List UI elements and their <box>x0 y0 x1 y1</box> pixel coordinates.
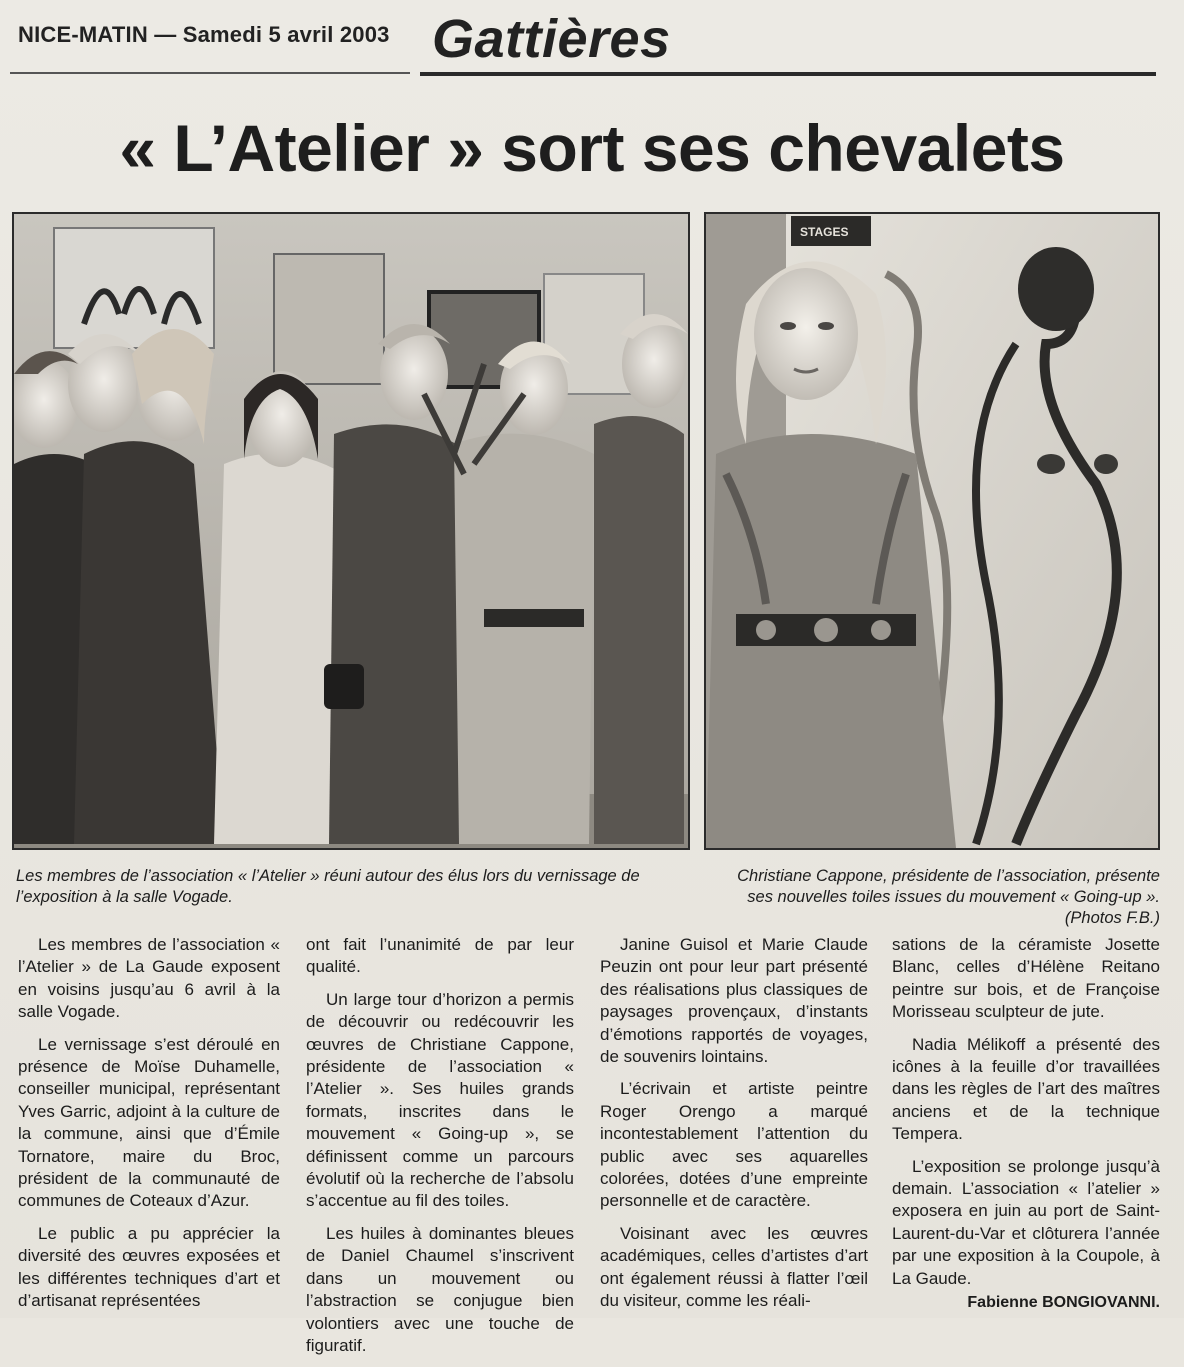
paragraph: Le public a pu apprécier la diversité des œuvres exposées et les différentes techniques d’art et d’artisanat représentées <box>18 1223 280 1311</box>
paragraph: Les membres de l’association « l’Atelier » de La Gaude exposent en voisins jusqu’au 6 avril à la salle Vogade. <box>18 935 280 1022</box>
paragraph: L’exposition se prolonge jusqu’à demain. L’association « l’atelier » exposera en juin au port de Saint-Laurent-du-Var et clôturera l’année par une exposition à la Coupole, à La Gaude. <box>892 1156 1160 1288</box>
section-title: Gattières <box>432 9 671 69</box>
top-rule-left <box>10 72 410 74</box>
portrait-photo <box>704 212 1160 850</box>
group-photo <box>12 212 690 850</box>
paragraph: sations de la céramiste Josette Blanc, celles d’Hélène Reitano peintre sur bois, et de Françoise Morisseau sculpteur de jute. <box>892 935 1160 1022</box>
paragraph: Nadia Mélikoff a présenté des icônes à la feuille d’or travaillées dans les règles de l’art des maîtres anciens et de la technique Tempera. <box>892 1034 1160 1144</box>
paragraph: Les huiles à dominantes bleues de Daniel Chaumel s’inscrivent dans un mouvement ou l’abstraction se conjugue bien volontiers avec une touche de figuratif. <box>306 1223 574 1355</box>
article-column-2 <box>306 934 574 1367</box>
poster-text: STAGES <box>800 225 849 239</box>
group-photo-caption: Les membres de l’association « l’Atelier » réuni autour des élus lors du vernissage de l’exposition à la salle Vogade. <box>16 867 640 906</box>
paragraph: Janine Guisol et Marie Claude Peuzin ont pour leur part présenté des réalisations plus classiques de paysages provençaux, d’instants d’émotions rapportés de voyages, de souvenirs lointains. <box>600 935 868 1067</box>
top-rule <box>420 72 1156 76</box>
article-column-3 <box>600 934 868 1323</box>
author-signature: Fabienne BONGIOVANNI. <box>967 1294 1160 1311</box>
headline: « L’Atelier » sort ses chevalets <box>119 111 1065 185</box>
paragraph: Voisinant avec les œuvres académiques, celles d’artistes d’art ont également réussi à flatter l’œil du visiteur, comme les réali- <box>600 1223 868 1311</box>
dateline: NICE-MATIN — Samedi 5 avril 2003 <box>18 22 390 47</box>
paragraph: L’écrivain et artiste peintre Roger Orengo a marqué incontestablement l’attention du public avec ses aquarelles colorées, dotées d’une empreinte personnelle et de caractère. <box>600 1079 868 1211</box>
paragraph: Le vernissage s’est déroulé en présence de Moïse Duhamelle, conseiller municipal, représentant Yves Garric, adjoint à la culture de la commune, ainsi que d’Émile Tornatore, maire du Broc, président de la communauté de communes de Coteaux d’Azur. <box>18 1034 280 1211</box>
paragraph: Un large tour d’horizon a permis de découvrir ou redécouvrir les œuvres de Christiane Cappone, présidente de l’association « l’Atelier ». Ses huiles grands formats, inscrites dans le mouvement « Going-up », se définissent comme un parcours évolutif où la recherche de l’absolu s’accentue au fil des toiles. <box>306 989 574 1211</box>
portrait-photo-caption: Christiane Cappone, présidente de l’association, présente ses nouvelles toiles issues du mouvement « Going-up ». (Photos F.B.) <box>737 867 1160 927</box>
article-column-4 <box>892 934 1160 1300</box>
article-column-1 <box>18 934 280 1323</box>
paragraph: ont fait l’unanimité de par leur qualité. <box>306 935 574 977</box>
portrait-photo-illustration <box>706 214 1158 848</box>
group-photo-illustration <box>14 214 688 848</box>
